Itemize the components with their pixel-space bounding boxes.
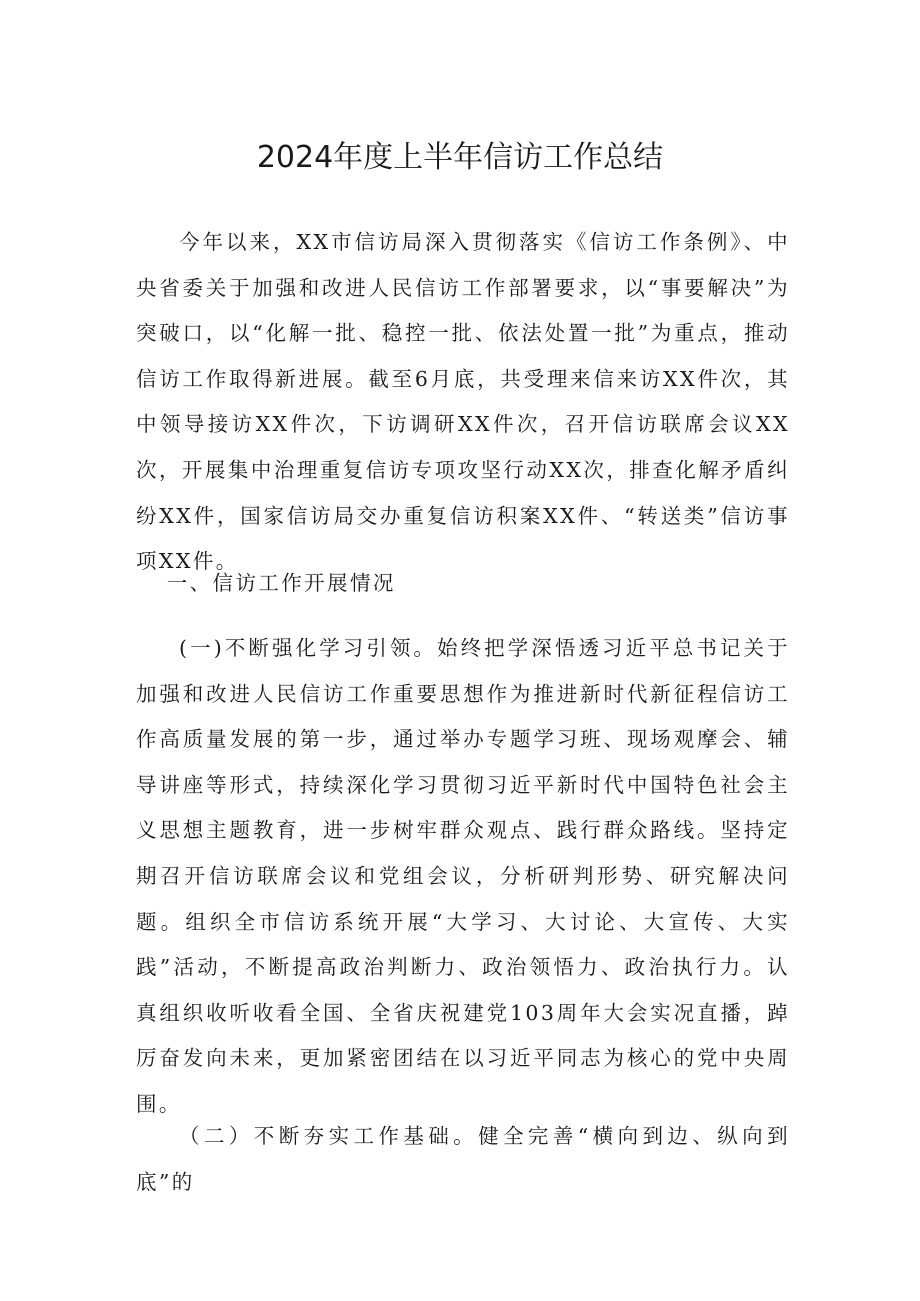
section-heading-1: 一、信访工作开展情况 xyxy=(166,571,396,595)
document-title: 2024年度上半年信访工作总结 xyxy=(256,140,664,175)
intro-paragraph: 今年以来，XX市信访局深入贯彻落实《信访工作条例》、中央省委关于加强和改进人民信访工作部署要求，以“事要解决”为突破口，以“化解一批、稳控一批、依法处置一批”为重点，推动信访工作取得新进展。截至6月底，共受理来信来访XX件次，其中领导接访XX件次，下访调研XX件次，召开信访联席会议XX次，开展集中治理重复信访专项攻坚行动XX次，排查化解矛盾纠纷XX件，国家信访局交办重复信访积案XX件、“转送类”信访事项XX件。 xyxy=(136,230,790,574)
item-2-paragraph: （二）不断夯实工作基础。健全完善“横向到边、纵向到底”的 xyxy=(136,1124,790,1194)
item-1-paragraph: (一)不断强化学习引领。始终把学深悟透习近平总书记关于加强和改进人民信访工作重要思想作为推进新时代新征程信访工作高质量发展的第一步，通过举办专题学习班、现场观摩会、辅导讲座等形式，持续深化学习贯彻习近平新时代中国特色社会主义思想主题教育，进一步树牢群众观点、践行群众路线。坚持定期召开信访联席会议和党组会议，分析研判形势、研究解决问题。组织全市信访系统开展“大学习、大讨论、大宣传、大实践”活动，不断提高政治判断力、政治领悟力、政治执行力。认真组织收听收看全国、全省庆祝建党103周年大会实况直播，踔厉奋发向未来，更加紧密团结在以习近平同志为核心的党中央周围。 xyxy=(136,636,790,1116)
